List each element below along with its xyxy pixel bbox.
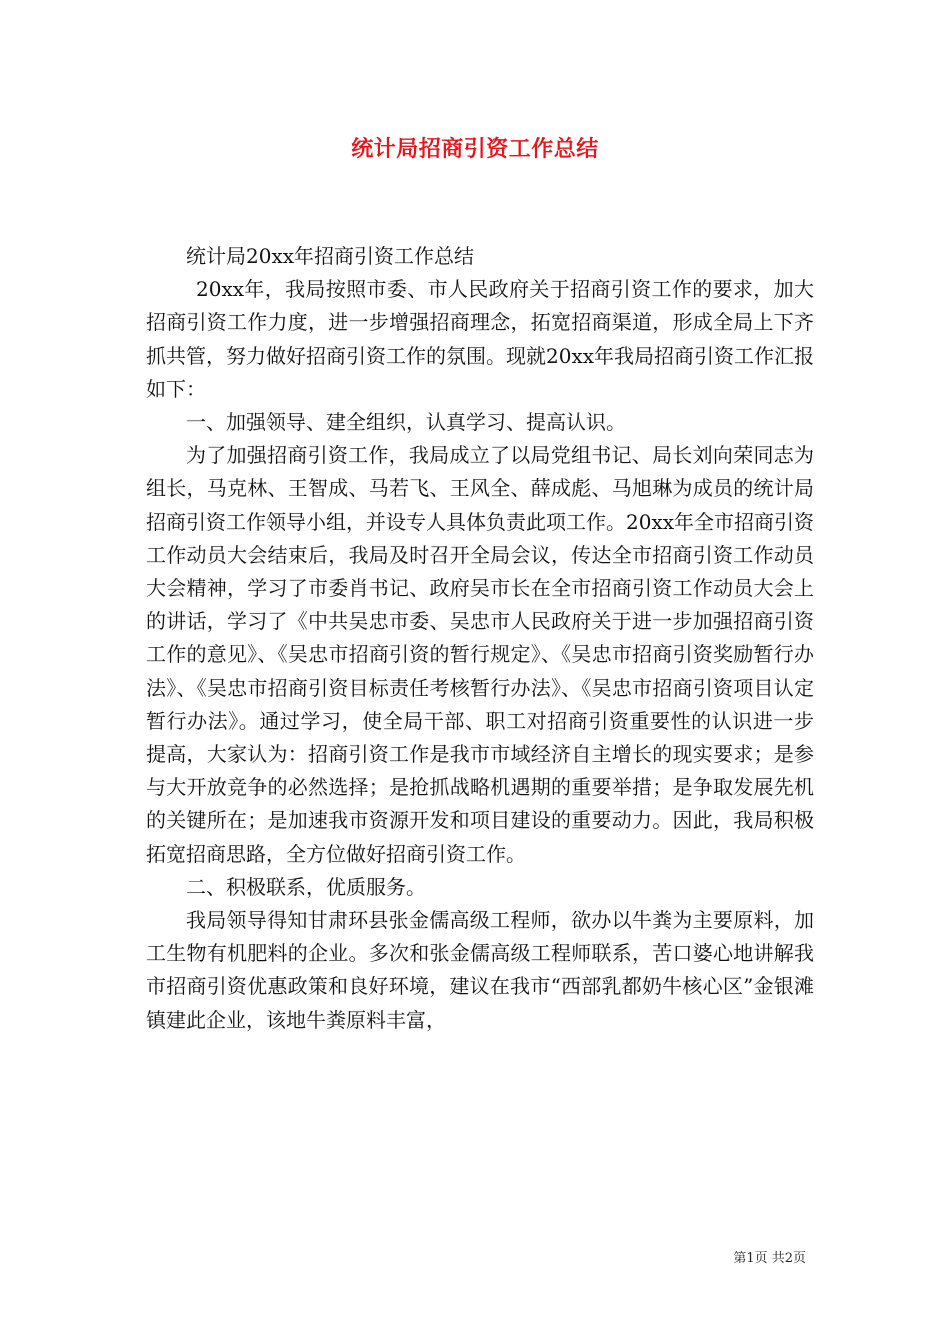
paragraph: 我局领导得知甘肃环县张金儒高级工程师，欲办以牛粪为主要原料，加工生物有机肥料的企业。多次和张金儒高级工程师联系，苦口婆心地讲解我市招商引资优惠政策和良好环境，建议在我市“西部乳都奶牛核心区”金银滩镇建此企业，该地牛粪原料丰富， <box>146 908 814 1032</box>
section-heading: 二、积极联系，优质服务。 <box>186 874 426 899</box>
paragraph: 为了加强招商引资工作，我局成立了以局党组书记、局长刘向荣同志为组长，马克林、王智成、马若飞、王风全、薛成彪、马旭琳为成员的统计局招商引资工作领导小组，并设专人具体负责此项工作。20xx年全市招商引资工作动员大会结束后，我局及时召开全局会议，传达全市招商引资工作动员大会精神，学习了市委肖书记、政府吴市长在全市招商引资工作动员大会上的讲话，学习了《中共吴忠市委、吴忠市人民政府关于进一步加强招商引资工作的意见》、《吴忠市招商引资的暂行规定》、《吴忠市招商引资奖励暂行办法》、《吴忠市招商引资目标责任考核暂行办法》、《吴忠市招商引资项目认定暂行办法》。通过学习，使全局干部、职工对招商引资重要性的认识进一步提高，大家认为：招商引资工作是我市市域经济自主增长的现实要求；是参与大开放竞争的必然选择；是抢抓战略机遇期的重要举措；是争取发展先机的关键所在；是加速我市资源开发和项目建设的重要动力。因此，我局积极拓宽招商思路，全方位做好招商引资工作。 <box>146 443 815 866</box>
section-heading: 一、加强领导、建全组织，认真学习、提高认识。 <box>186 410 626 435</box>
document-title: 统计局招商引资工作总结 <box>351 136 599 162</box>
document-body <box>146 240 814 1037</box>
document-subtitle: 统计局20xx年招商引资工作总结 <box>186 244 475 268</box>
page-number: 第1页 共2页 <box>733 1251 806 1266</box>
paragraph: 20xx年，我局按照市委、市人民政府关于招商引资工作的要求，加大招商引资工作力度，进一步增强招商理念，拓宽招商渠道，形成全局上下齐抓共管，努力做好招商引资工作的氛围。现就20xx年我局招商引资工作汇报如下： <box>146 277 815 401</box>
